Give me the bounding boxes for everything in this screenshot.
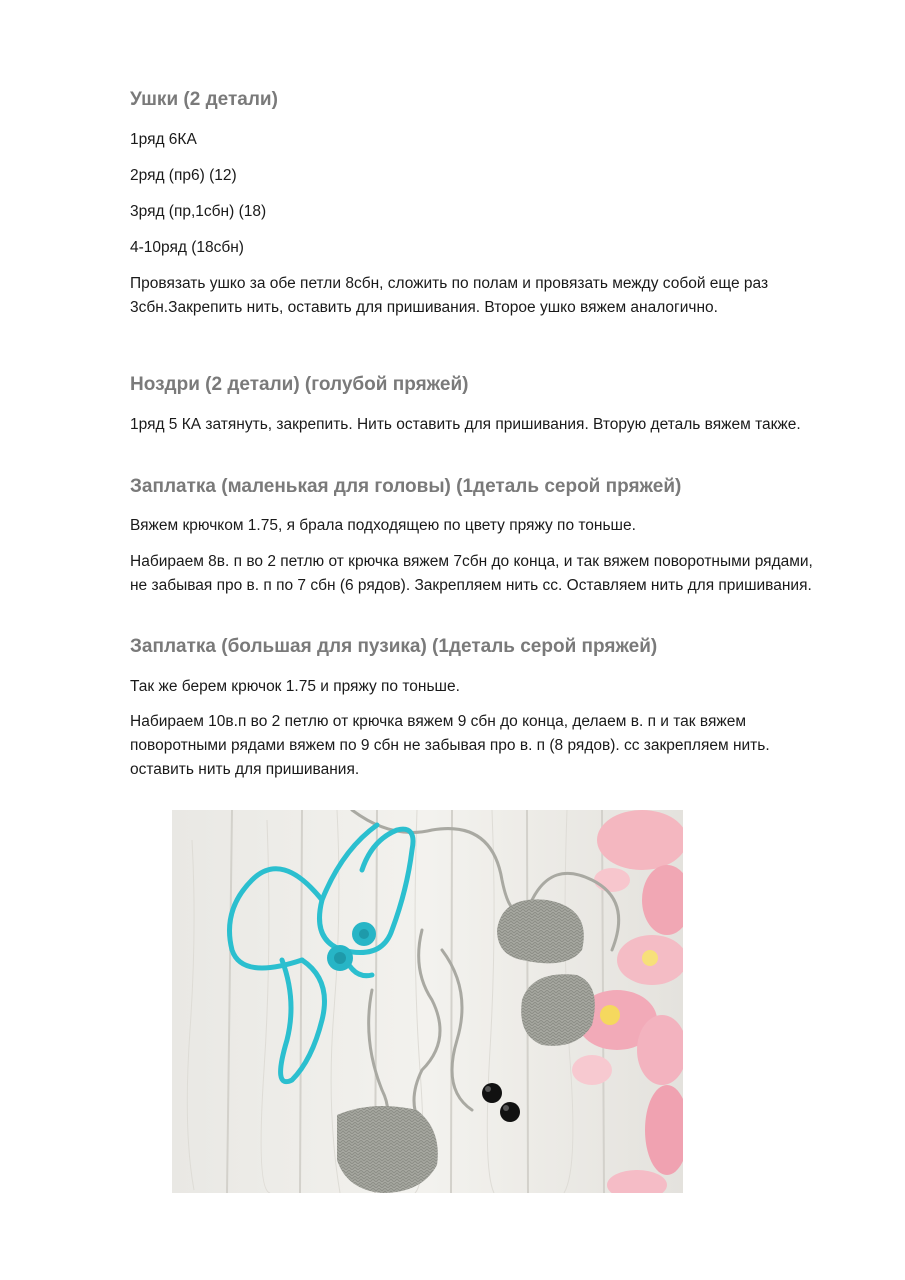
- nostrils-instructions: 1ряд 5 КА затянуть, закрепить. Нить оставить для пришивания. Вторую деталь вяжем также.: [130, 416, 801, 433]
- patch-small-title: Заплатка (маленькая для головы) (1деталь серой пряжей): [130, 476, 682, 497]
- ears-instructions: Провязать ушко за обе петли 8сбн, сложить по полам и провязать между собой еще раз 3сбн.Закрепить нить, оставить для пришивания. Второе ушко вяжем аналогично.: [130, 275, 769, 316]
- photo-illustration: [172, 810, 683, 1193]
- ears-row-1: 1ряд 6КА: [130, 131, 197, 148]
- ears-title: Ушки (2 детали): [130, 89, 278, 110]
- patch-large-instructions: Набираем 10в.п во 2 петлю от крючка вяжем 9 сбн до конца, делаем в. п и так вяжем поворотными рядами вяжем по 9 сбн не забывая про в. п (8 рядов). сс закрепляем нить. оставить нить для пришивания.: [130, 713, 770, 778]
- ears-row-4: 4-10ряд (18сбн): [130, 239, 244, 256]
- crochet-parts-photo: [172, 810, 683, 1193]
- nostrils-title: Ноздри (2 детали) (голубой пряжей): [130, 374, 469, 395]
- grey-patch: [337, 1106, 438, 1193]
- patch-small-hook: Вяжем крючком 1.75, я брала подходящею по цвету пряжу по тоньше.: [130, 517, 636, 534]
- patch-large-title: Заплатка (большая для пузика) (1деталь серой пряжей): [130, 636, 658, 657]
- ears-row-3: 3ряд (пр,1сбн) (18): [130, 203, 267, 220]
- ears-row-2: 2ряд (пр6) (12): [130, 167, 237, 184]
- patch-large-hook: Так же берем крючок 1.75 и пряжу по тоньше.: [130, 678, 460, 695]
- patch-small-instructions: Набираем 8в. п во 2 петлю от крючка вяжем 7сбн до конца, и так вяжем поворотными рядами, не забывая про в. п по 7 сбн (6 рядов). Закрепляем нить сс. Оставляем нить для пришивания.: [130, 553, 813, 594]
